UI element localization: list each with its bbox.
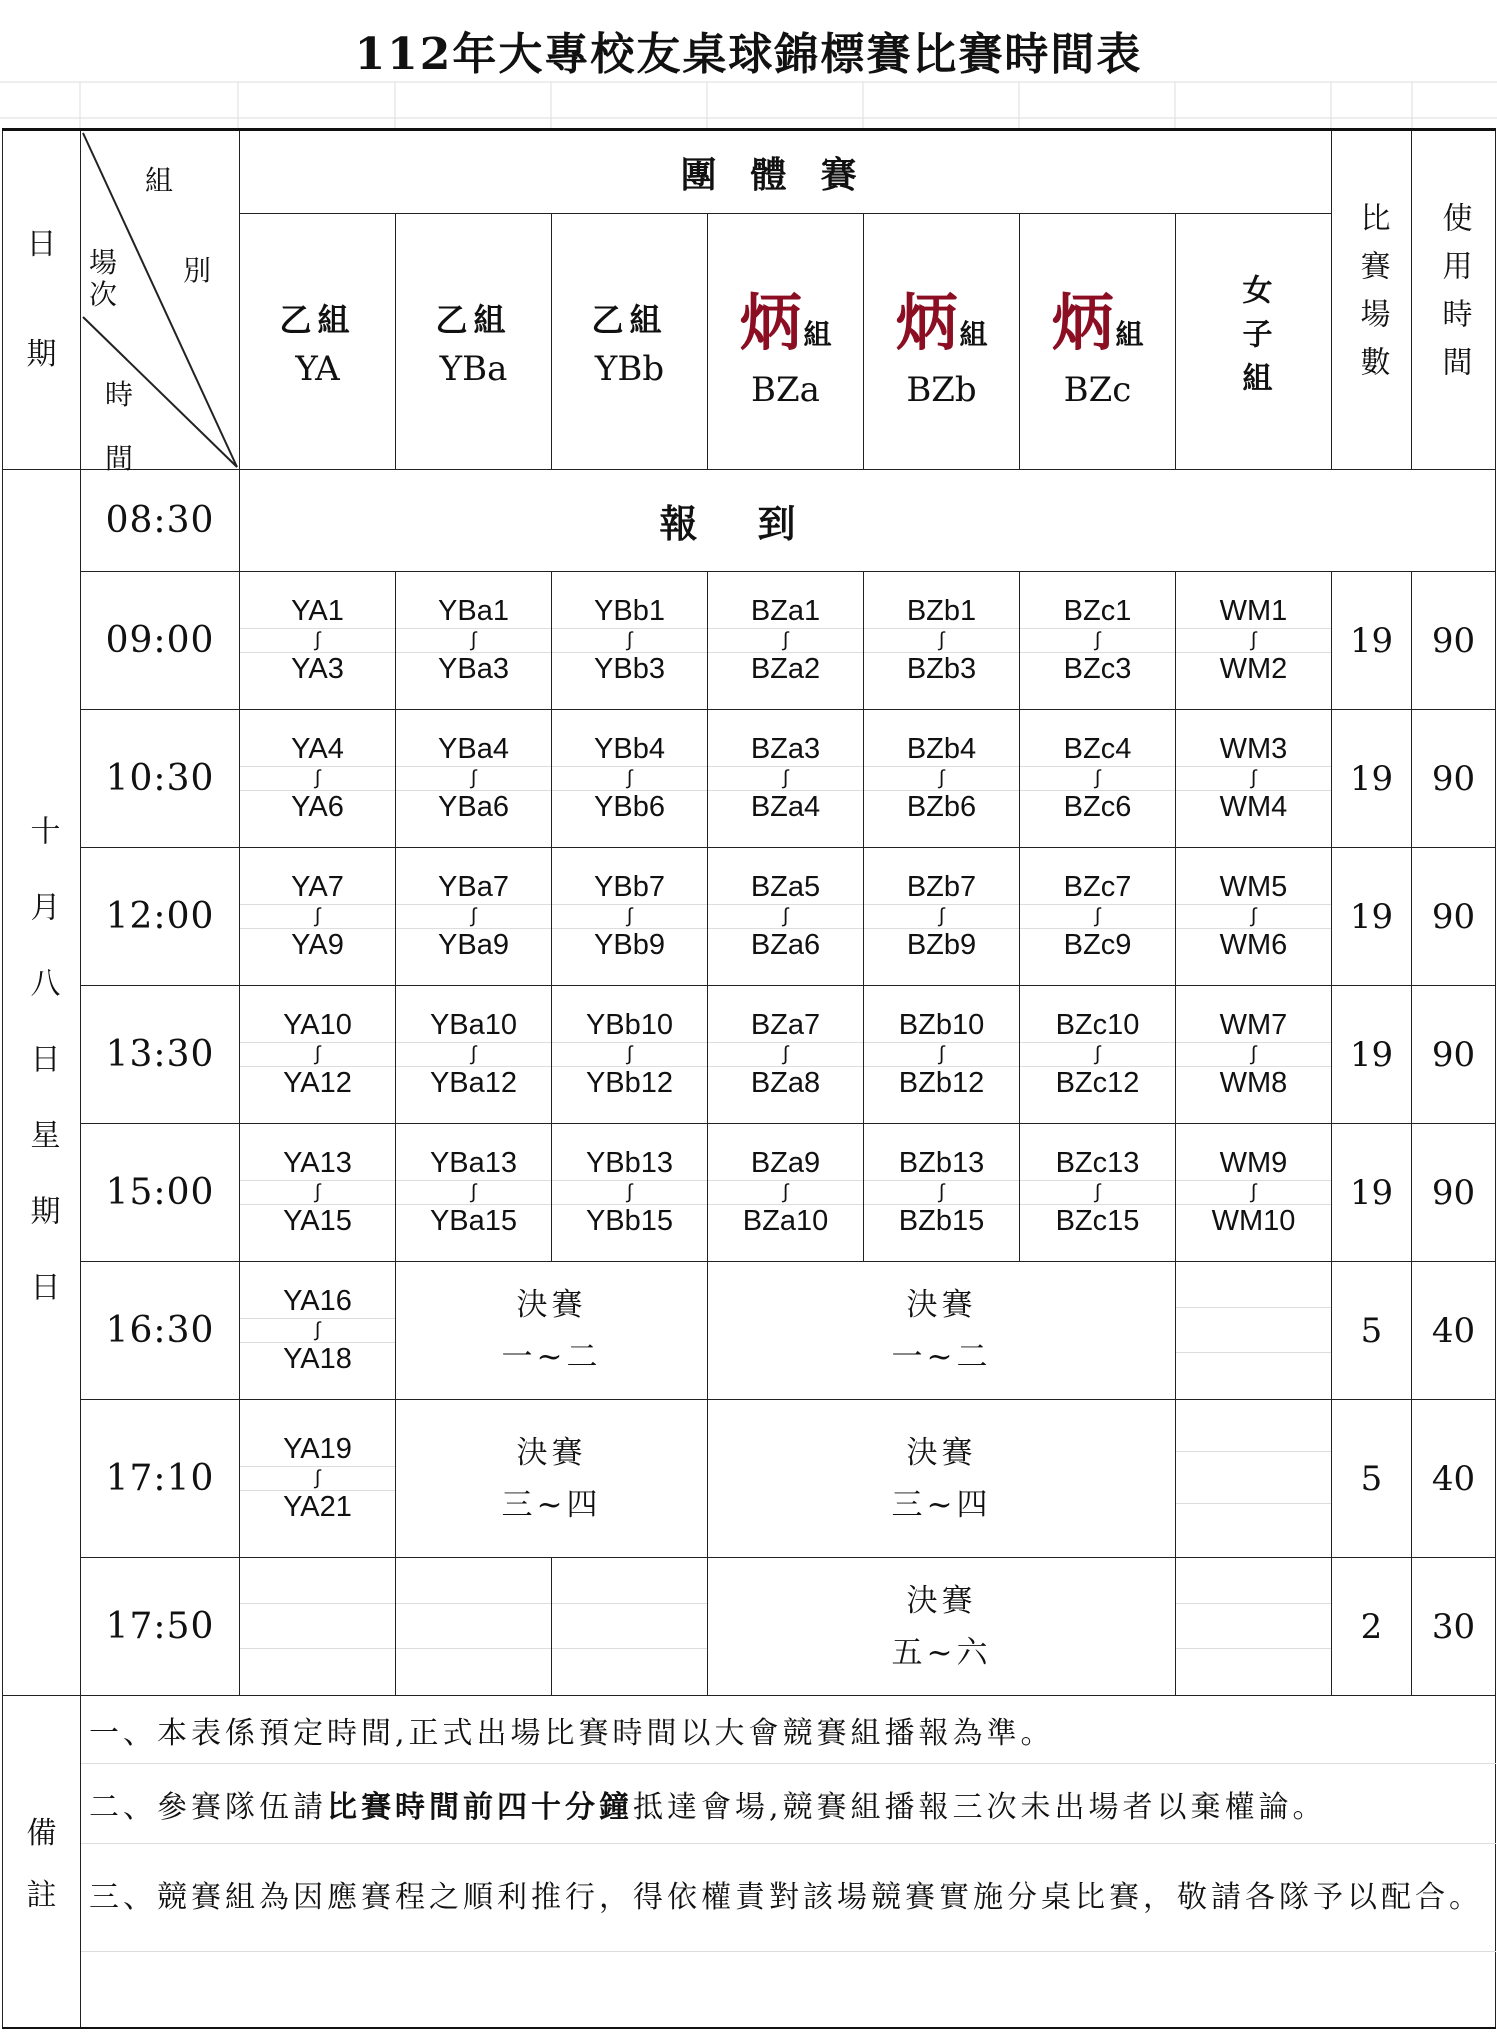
- match-end: BZb3: [906, 653, 977, 685]
- match-count: 19: [1332, 848, 1412, 986]
- match-start: BZc7: [1063, 871, 1132, 903]
- range-mark: ∫: [1020, 628, 1175, 653]
- match-end: WM6: [1219, 929, 1288, 961]
- checkin-label: 報到: [659, 501, 856, 546]
- table-row: [3, 1400, 1496, 1558]
- final-cell: [708, 1400, 1176, 1558]
- diag-label-bie: 別: [183, 254, 212, 287]
- duration-header: [1412, 130, 1496, 470]
- final-label: 決賽: [516, 1286, 587, 1323]
- match-end: WM2: [1219, 653, 1288, 685]
- match-end: BZa8: [750, 1067, 821, 1099]
- match-end: YA6: [291, 791, 344, 823]
- note-2: [81, 1764, 1496, 1844]
- group-ybb-name: 乙組: [591, 300, 668, 339]
- match-start: BZc13: [1055, 1147, 1140, 1179]
- match-end: YBa15: [429, 1205, 518, 1237]
- empty-cell: [240, 1558, 396, 1696]
- date-vertical: 十月八日星期日: [24, 814, 60, 1347]
- match-start: WM5: [1219, 871, 1288, 903]
- group-ybb-code: YBb: [594, 348, 665, 389]
- match-end: BZc6: [1063, 791, 1132, 823]
- match-start: YA4: [291, 733, 344, 765]
- notes-label-bottom: 註: [26, 1878, 57, 1914]
- match-start: BZb7: [906, 871, 977, 903]
- row-time: 17:10: [81, 1400, 240, 1558]
- row-time: 09:00: [81, 572, 240, 710]
- range-mark: ∫: [240, 628, 395, 653]
- match-end: YA21: [283, 1491, 352, 1523]
- match-end: YBa12: [429, 1067, 518, 1099]
- final-rank: 一~二: [501, 1338, 602, 1375]
- match-end: BZb9: [906, 929, 977, 961]
- date-cell: [3, 470, 81, 1696]
- empty-cell: [552, 1558, 708, 1696]
- match-start: BZc10: [1055, 1009, 1140, 1041]
- notes-label-top: 備: [26, 1816, 57, 1852]
- match-start: BZb10: [898, 1009, 985, 1041]
- range-mark: ∫: [396, 628, 551, 653]
- final-label: 決賽: [906, 1582, 977, 1619]
- row-time: 15:00: [81, 1124, 240, 1262]
- range-mark: ∫: [552, 766, 707, 791]
- team-event-label: 團體賽: [680, 153, 891, 196]
- group-bzb-name: 組: [959, 318, 988, 352]
- match-start: YBb10: [585, 1009, 674, 1041]
- range-mark: ∫: [864, 766, 1019, 791]
- range-mark: ∫: [864, 904, 1019, 929]
- range-mark: ∫: [240, 904, 395, 929]
- range-mark: ∫: [1176, 766, 1331, 791]
- range-mark: ∫: [396, 766, 551, 791]
- empty-cell: [396, 1558, 552, 1696]
- match-start: BZa7: [750, 1009, 821, 1041]
- duration-value: 90: [1412, 572, 1496, 710]
- match-start: YBa10: [429, 1009, 518, 1041]
- match-end: BZb6: [906, 791, 977, 823]
- checkin-time: 08:30: [81, 470, 240, 572]
- match-count: 19: [1332, 1124, 1412, 1262]
- duration-value: 90: [1412, 710, 1496, 848]
- match-start: YA13: [283, 1147, 352, 1179]
- group-bzc-code: BZc: [1063, 370, 1132, 411]
- final-rank: 三~四: [501, 1486, 602, 1523]
- match-end: BZc3: [1063, 653, 1132, 685]
- note-2-pre: 二、參賽隊伍請: [89, 1789, 327, 1825]
- match-end: WM8: [1219, 1067, 1288, 1099]
- range-mark: ∫: [864, 628, 1019, 653]
- duration-value: 90: [1412, 986, 1496, 1124]
- range-mark: ∫: [1176, 1042, 1331, 1067]
- group-yba-name: 乙組: [435, 300, 512, 339]
- duration-value: 90: [1412, 848, 1496, 986]
- final-cell: [396, 1262, 708, 1400]
- duration-value: 30: [1412, 1558, 1496, 1696]
- page-title: 112年大專校友桌球錦標賽比賽時間表: [354, 29, 1143, 80]
- match-end: BZa10: [742, 1205, 829, 1237]
- match-start: WM9: [1219, 1147, 1288, 1179]
- range-mark: ∫: [552, 1180, 707, 1205]
- diagonal-header-cell: [81, 130, 240, 475]
- row-time: 12:00: [81, 848, 240, 986]
- group-header-ya: [240, 214, 396, 470]
- range-mark: ∫: [1020, 766, 1175, 791]
- match-start: WM1: [1219, 595, 1288, 627]
- match-start: WM3: [1219, 733, 1288, 765]
- notes-blank-row: [81, 1952, 1496, 2028]
- table-row: [3, 572, 1496, 710]
- diag-label-jian: 間: [105, 442, 134, 475]
- match-start: BZb4: [906, 733, 977, 765]
- matches-header: [1332, 130, 1412, 470]
- match-count: 19: [1332, 572, 1412, 710]
- team-event-header: [240, 130, 1332, 214]
- range-mark: ∫: [396, 1042, 551, 1067]
- match-start: YA19: [283, 1433, 352, 1465]
- match-end: YA12: [283, 1067, 352, 1099]
- match-end: YBb12: [585, 1067, 674, 1099]
- match-end: WM10: [1211, 1205, 1296, 1237]
- table-row: [3, 1262, 1496, 1400]
- match-end: YBa9: [438, 929, 509, 961]
- table-row: [3, 1124, 1496, 1262]
- group-bza-code: BZa: [751, 370, 820, 411]
- match-start: YA10: [283, 1009, 352, 1041]
- match-count: 5: [1332, 1400, 1412, 1558]
- duration-value: 90: [1412, 1124, 1496, 1262]
- range-mark: ∫: [1176, 1180, 1331, 1205]
- date-header-bottom: 期: [26, 337, 57, 372]
- group-bzb-code: BZb: [906, 370, 977, 411]
- match-end: YBb9: [594, 929, 665, 961]
- note-3: 三、競賽組為因應賽程之順利推行，得依權責對該場競賽實施分桌比賽，敬請各隊予以配合。: [81, 1844, 1496, 1952]
- match-end: BZc12: [1055, 1067, 1140, 1099]
- range-mark: ∫: [708, 766, 863, 791]
- table-row: [3, 1558, 1496, 1696]
- match-count: 2: [1332, 1558, 1412, 1696]
- range-mark: ∫: [708, 628, 863, 653]
- match-start: WM7: [1219, 1009, 1288, 1041]
- range-mark: ∫: [240, 766, 395, 791]
- group-header-bzb: [864, 214, 1020, 470]
- group-header-yba: [396, 214, 552, 470]
- range-mark: ∫: [396, 904, 551, 929]
- match-end: YBb3: [594, 653, 665, 685]
- match-start: BZa3: [750, 733, 821, 765]
- match-start: YBb1: [594, 595, 665, 627]
- date-header: [3, 130, 81, 470]
- range-mark: ∫: [708, 1042, 863, 1067]
- match-start: YBb13: [585, 1147, 674, 1179]
- match-end: YBa3: [438, 653, 509, 685]
- duration-value: 40: [1412, 1400, 1496, 1558]
- match-end: YA15: [283, 1205, 352, 1237]
- range-mark: ∫: [240, 1466, 395, 1491]
- match-end: BZb15: [898, 1205, 985, 1237]
- range-mark: ∫: [864, 1180, 1019, 1205]
- match-start: YA16: [283, 1285, 352, 1317]
- range-mark: ∫: [552, 904, 707, 929]
- final-rank: 一~二: [891, 1338, 992, 1375]
- match-start: YA1: [291, 595, 344, 627]
- duration-label: 使用時間: [1436, 202, 1472, 394]
- range-mark: ∫: [864, 1042, 1019, 1067]
- date-header-top: 日: [26, 227, 57, 262]
- match-start: BZc1: [1063, 595, 1132, 627]
- row-time: 17:50: [81, 1558, 240, 1696]
- match-start: YBa4: [438, 733, 509, 765]
- range-mark: ∫: [1020, 1042, 1175, 1067]
- row-time: 16:30: [81, 1262, 240, 1400]
- note-1: 一、本表係預定時間,正式出場比賽時間以大會競賽組播報為準。: [81, 1696, 1496, 1764]
- group-ya-name: 乙組: [279, 300, 356, 339]
- match-start: BZb13: [898, 1147, 985, 1179]
- group-bza-bing: 炳: [739, 286, 802, 360]
- final-cell: [708, 1262, 1176, 1400]
- match-end: YA18: [283, 1343, 352, 1375]
- table-row: [3, 986, 1496, 1124]
- match-end: BZa4: [750, 791, 821, 823]
- final-rank: 五~六: [891, 1634, 992, 1671]
- match-end: YBa6: [438, 791, 509, 823]
- match-start: YBa7: [438, 871, 509, 903]
- group-bzc-bing: 炳: [1051, 286, 1114, 360]
- match-end: BZc15: [1055, 1205, 1140, 1237]
- range-mark: ∫: [708, 904, 863, 929]
- match-start: YBa13: [429, 1147, 518, 1179]
- notes-label-cell: [3, 1696, 81, 2028]
- range-mark: ∫: [396, 1180, 551, 1205]
- range-mark: ∫: [1020, 904, 1175, 929]
- match-count: 19: [1332, 710, 1412, 848]
- final-cell: [708, 1558, 1176, 1696]
- match-end: BZb12: [898, 1067, 985, 1099]
- match-end: YBb6: [594, 791, 665, 823]
- match-start: BZc4: [1063, 733, 1132, 765]
- diag-label-zu: 組: [145, 164, 174, 197]
- row-time: 10:30: [81, 710, 240, 848]
- match-end: YBb15: [585, 1205, 674, 1237]
- range-mark: ∫: [1176, 628, 1331, 653]
- final-cell: [396, 1400, 708, 1558]
- match-end: BZc9: [1063, 929, 1132, 961]
- match-count: 19: [1332, 986, 1412, 1124]
- group-header-bzc: [1020, 214, 1176, 470]
- row-time: 13:30: [81, 986, 240, 1124]
- group-bzc-name: 組: [1115, 318, 1144, 352]
- schedule-table: [2, 128, 1496, 2029]
- duration-value: 40: [1412, 1262, 1496, 1400]
- match-end: BZa2: [750, 653, 821, 685]
- final-label: 決賽: [516, 1434, 587, 1471]
- note-2-bold: 比賽時間前四十分鐘: [327, 1789, 633, 1825]
- empty-cell: [1176, 1262, 1332, 1400]
- range-mark: ∫: [708, 1180, 863, 1205]
- range-mark: ∫: [240, 1180, 395, 1205]
- match-end: BZa6: [750, 929, 821, 961]
- empty-cell: [1176, 1558, 1332, 1696]
- range-mark: ∫: [552, 1042, 707, 1067]
- match-start: YA7: [291, 871, 344, 903]
- match-start: YBb7: [594, 871, 665, 903]
- note-2-post: 抵達會場,競賽組播報三次未出場者以棄權論。: [633, 1789, 1327, 1825]
- final-rank: 三~四: [891, 1486, 992, 1523]
- final-label: 決賽: [906, 1286, 977, 1323]
- diag-label-shi: 時: [105, 378, 134, 411]
- table-row: [3, 710, 1496, 848]
- diag-label-changci: 場次: [88, 246, 117, 311]
- group-header-women: [1176, 214, 1332, 470]
- range-mark: ∫: [240, 1318, 395, 1343]
- match-start: BZa5: [750, 871, 821, 903]
- group-yba-code: YBa: [439, 348, 508, 389]
- match-end: YA9: [291, 929, 344, 961]
- match-start: YBa1: [438, 595, 509, 627]
- range-mark: ∫: [1176, 904, 1331, 929]
- group-women-name: 女子組: [1236, 273, 1272, 406]
- group-header-bza: [708, 214, 864, 470]
- match-start: BZa1: [750, 595, 821, 627]
- table-row: [3, 848, 1496, 986]
- match-end: WM4: [1219, 791, 1288, 823]
- range-mark: ∫: [1020, 1180, 1175, 1205]
- checkin-cell: [240, 470, 1496, 572]
- range-mark: ∫: [240, 1042, 395, 1067]
- group-bzb-bing: 炳: [895, 286, 958, 360]
- group-bza-name: 組: [803, 318, 832, 352]
- matches-label: 比賽場數: [1354, 202, 1390, 394]
- match-start: BZa9: [750, 1147, 821, 1179]
- range-mark: ∫: [552, 628, 707, 653]
- match-start: YBb4: [594, 733, 665, 765]
- group-ya-code: YA: [295, 348, 340, 389]
- group-header-ybb: [552, 214, 708, 470]
- match-end: YA3: [291, 653, 344, 685]
- match-start: BZb1: [906, 595, 977, 627]
- final-label: 決賽: [906, 1434, 977, 1471]
- match-count: 5: [1332, 1262, 1412, 1400]
- empty-cell: [1176, 1400, 1332, 1558]
